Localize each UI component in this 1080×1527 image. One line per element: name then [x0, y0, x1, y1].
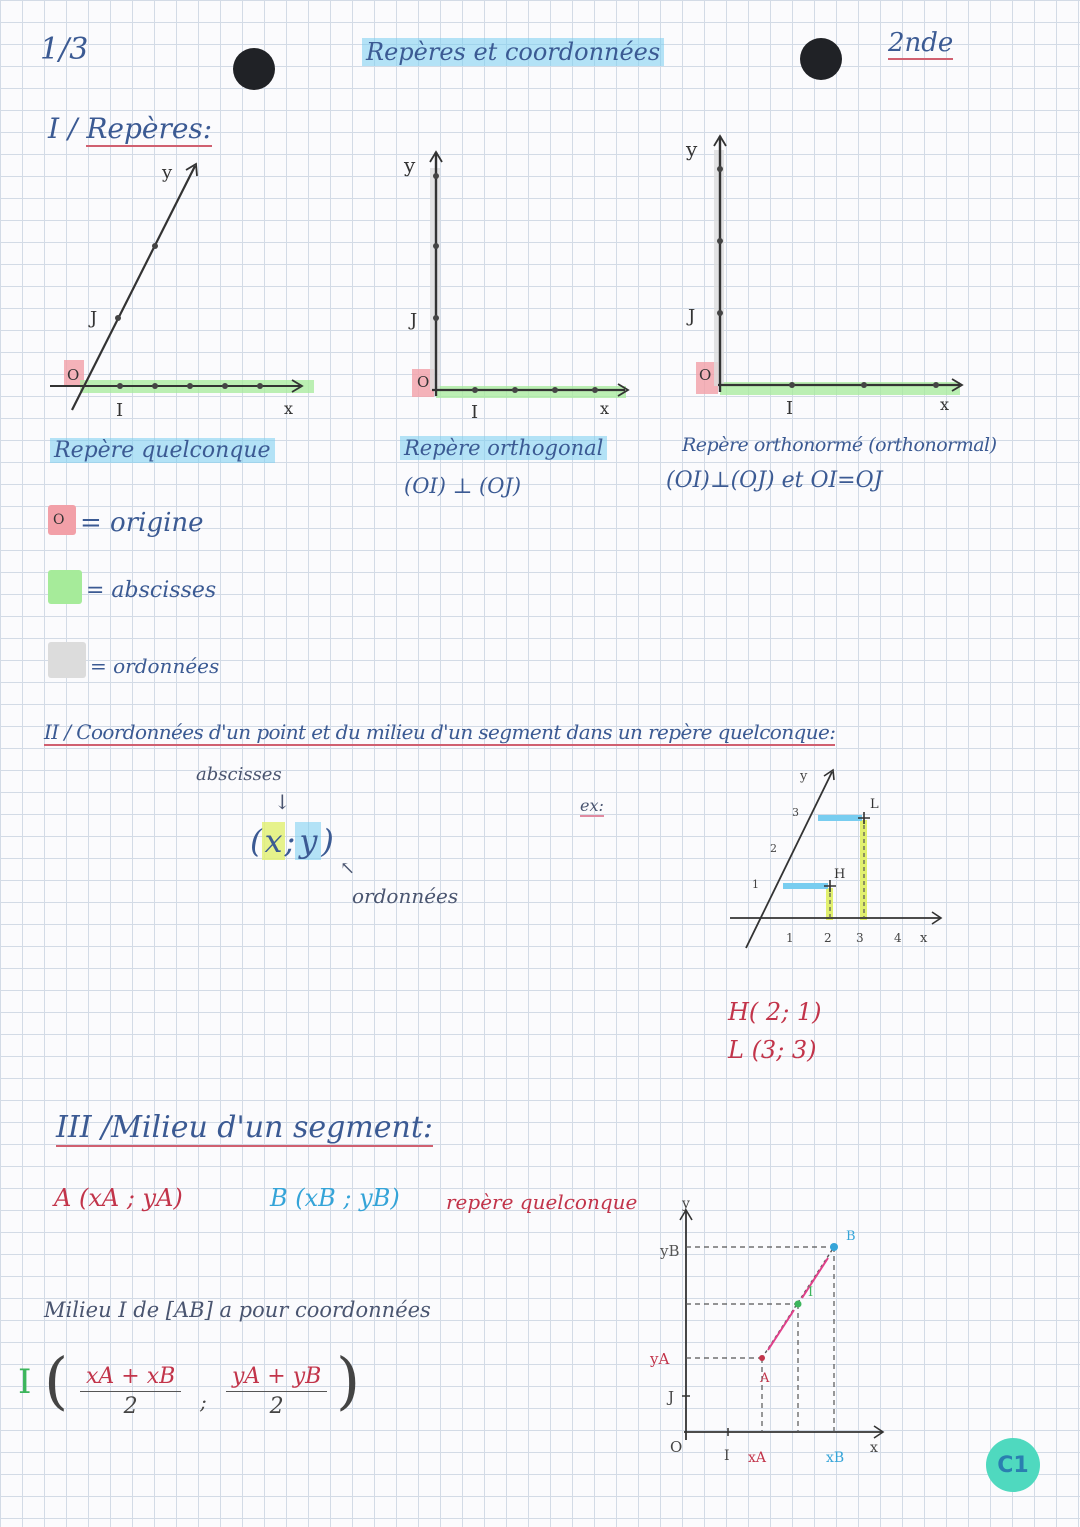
- ordonnees-arrow: ↖: [340, 858, 356, 879]
- formula-y-denominator: 2: [269, 1394, 284, 1419]
- tick: [472, 387, 478, 393]
- tick: [152, 243, 158, 249]
- xa-label: xA: [748, 1450, 767, 1466]
- legend-ordinate-label: = ordonnées: [90, 654, 220, 678]
- section-2-number: II /: [44, 720, 71, 744]
- i-label: I: [786, 398, 794, 419]
- example-graph: [730, 769, 941, 948]
- page-title: Repères et coordonnées: [362, 38, 664, 66]
- frame-note: repère quelconque: [446, 1190, 638, 1214]
- legend-swatch-abscissa: [48, 570, 82, 604]
- point-l-marker: [858, 812, 870, 824]
- tick: [152, 383, 158, 389]
- formula-name: I: [18, 1362, 32, 1402]
- y-axis: [72, 166, 195, 410]
- formula-close-paren: ): [336, 1344, 361, 1417]
- j-label: J: [688, 306, 696, 327]
- j-label: J: [90, 308, 98, 329]
- page-number: 1/3: [40, 32, 89, 67]
- tick: [187, 383, 193, 389]
- midpoint-graph: [649, 1196, 883, 1466]
- tick: [717, 238, 723, 244]
- class-level: 2nde: [888, 28, 954, 58]
- section-1-number: I /: [48, 112, 78, 145]
- point-i: [795, 1301, 802, 1308]
- formula-separator: ;: [200, 1390, 207, 1414]
- formula-open-paren: (: [44, 1344, 69, 1417]
- x-tick-2: 2: [824, 931, 832, 945]
- tick: [433, 315, 439, 321]
- ya-label: yA: [650, 1350, 670, 1368]
- j-label: J: [668, 1388, 675, 1406]
- point-h-label: H: [834, 867, 846, 882]
- section-3-heading: III /Milieu d'un segment:: [56, 1110, 433, 1145]
- y-label: y: [404, 153, 416, 177]
- coord-open: (: [250, 822, 263, 860]
- i-axis-label: I: [724, 1448, 730, 1464]
- tick: [115, 315, 121, 321]
- abscissa-highlight: [436, 386, 626, 398]
- x-label: x: [940, 395, 950, 414]
- point-l-label: L: [870, 797, 879, 812]
- point-b-coords: B (xB ; yB): [270, 1184, 400, 1212]
- caption-orthogonal: Repère orthogonal: [400, 436, 607, 460]
- point-a: [759, 1355, 765, 1361]
- tick: [512, 387, 518, 393]
- legend-abscissa-label: = abscisses: [86, 578, 217, 603]
- y-label: y: [800, 769, 808, 784]
- y-tick-1: 1: [752, 878, 759, 891]
- result-h: H( 2; 1): [728, 998, 822, 1026]
- tick: [552, 387, 558, 393]
- segment-ai-mark: [768, 1310, 794, 1350]
- tick: [717, 310, 723, 316]
- segment-ib-mark: [802, 1258, 828, 1298]
- midpoint-statement: Milieu I de [AB] a pour coordonnées: [44, 1298, 431, 1322]
- b-label: B: [846, 1229, 856, 1244]
- caption-orthonorme: Repère orthonormé (orthonormal): [682, 434, 997, 456]
- tick: [861, 382, 867, 388]
- tick: [117, 383, 123, 389]
- frame-quelconque: [50, 162, 314, 421]
- y-label: y: [162, 162, 173, 183]
- origin-label: O: [417, 373, 430, 391]
- section-2-title: Coordonnées d'un point et du milieu d'un segment dans un repère quelconque:: [76, 720, 836, 744]
- point-b: [830, 1243, 838, 1251]
- legend-origin-symbol: O: [53, 512, 65, 528]
- x-label: x: [284, 399, 294, 418]
- section-2-heading: [44, 720, 835, 746]
- chapter-badge: C1: [986, 1438, 1040, 1492]
- y-label: y: [682, 1196, 690, 1212]
- x-label: x: [600, 399, 610, 418]
- tick: [592, 387, 598, 393]
- example-label: ex:: [580, 796, 604, 815]
- result-l: L (3; 3): [728, 1036, 817, 1064]
- i-label: I: [471, 402, 479, 423]
- tick: [257, 383, 263, 389]
- x-label: x: [920, 931, 928, 946]
- origin-label: O: [67, 366, 80, 384]
- a-label: A: [760, 1371, 770, 1386]
- coordinates-notation: [250, 822, 334, 860]
- abscisses-label: abscisses: [196, 764, 282, 785]
- tick: [433, 243, 439, 249]
- coord-close: ): [321, 822, 334, 860]
- yb-label: yB: [660, 1242, 680, 1260]
- x-tick-4: 4: [894, 931, 902, 945]
- y-tick-2: 2: [770, 842, 777, 855]
- condition-orthonorme: (OI)⊥(OJ) et OI=OJ: [666, 468, 883, 493]
- formula-x-numerator: xA + xB: [80, 1364, 181, 1392]
- tick: [717, 166, 723, 172]
- condition-orthogonal: (OI) ⊥ (OJ): [404, 474, 522, 498]
- formula-y-numerator: yA + yB: [226, 1364, 327, 1392]
- o-label: O: [670, 1438, 683, 1456]
- j-label: J: [410, 310, 418, 331]
- i-label: I: [116, 400, 124, 421]
- coord-x: x: [264, 822, 283, 860]
- frame-orthonorme: [685, 136, 962, 419]
- tick: [789, 382, 795, 388]
- legend-swatch-ordinate: [48, 642, 86, 678]
- formula-x-fraction: [80, 1364, 181, 1419]
- frame-orthogonal: [403, 152, 628, 423]
- point-a-coords: A (xA ; yA): [54, 1184, 183, 1212]
- formula-x-denominator: 2: [123, 1394, 138, 1419]
- ordonnees-label: ordonnées: [352, 884, 459, 908]
- i-point-label: I: [808, 1285, 814, 1300]
- formula-y-fraction: [226, 1364, 327, 1419]
- tick: [433, 173, 439, 179]
- abscisses-arrow: ↓: [274, 790, 291, 814]
- tick: [933, 382, 939, 388]
- x-tick-3: 3: [856, 931, 864, 945]
- section-1-title: Repères:: [86, 112, 213, 145]
- caption-quelconque: Repère quelconque: [50, 438, 275, 463]
- y-label: y: [686, 137, 698, 161]
- y-axis: [746, 772, 832, 948]
- coord-sep: ;: [284, 822, 296, 860]
- x-tick-1: 1: [786, 931, 794, 945]
- legend-origin-label: = origine: [80, 508, 204, 538]
- xb-label: xB: [826, 1450, 845, 1466]
- tick: [222, 383, 228, 389]
- y-tick-3: 3: [792, 806, 799, 819]
- x-label: x: [870, 1440, 878, 1456]
- origin-label: O: [699, 366, 712, 384]
- coord-y: y: [295, 822, 321, 860]
